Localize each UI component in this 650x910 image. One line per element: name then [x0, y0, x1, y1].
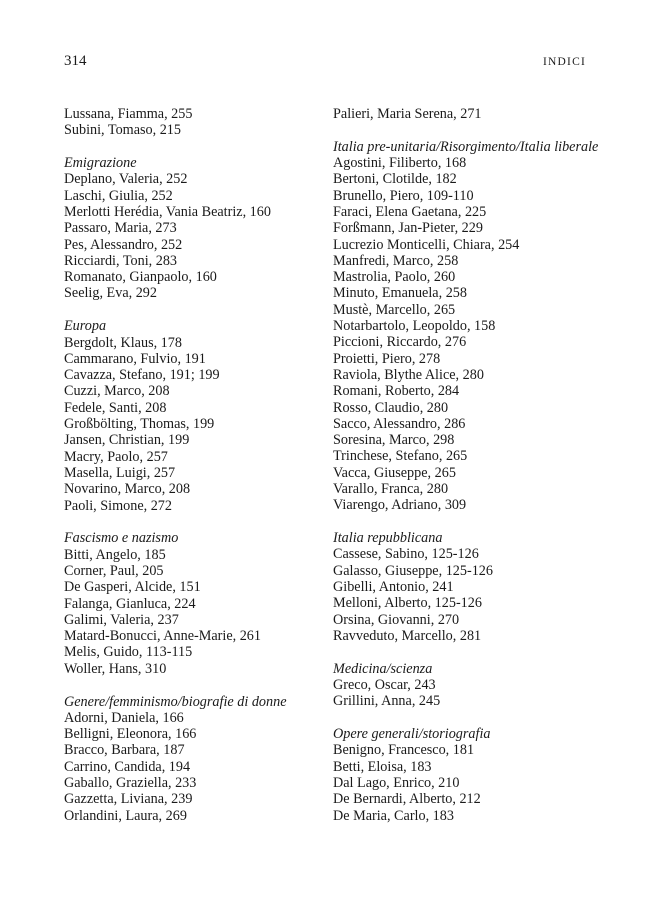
index-entry: Gibelli, Antonio, 241 [333, 579, 454, 596]
index-entry: Adorni, Daniela, 166 [64, 709, 184, 726]
index-entry: Großbölting, Thomas, 199 [64, 416, 215, 433]
index-column-left [64, 106, 324, 840]
index-entry: Bitti, Angelo, 185 [64, 546, 166, 563]
index-section-italia-repubblicana [333, 530, 603, 644]
index-entry: Passaro, Maria, 273 [64, 220, 177, 237]
index-section-medicina-scienza [333, 661, 603, 710]
index-entry: Ricciardi, Toni, 283 [64, 252, 178, 269]
section-heading: Italia pre-unitaria/Risorgimento/Italia liberale [333, 138, 599, 155]
index-entry: Fedele, Santi, 208 [64, 399, 167, 416]
index-entry: Forßmann, Jan-Pieter, 229 [333, 220, 483, 237]
index-entry: Cavazza, Stefano, 191; 199 [64, 367, 220, 384]
index-entry: Falanga, Gianluca, 224 [64, 595, 196, 612]
index-entry: Bracco, Barbara, 187 [64, 742, 185, 759]
index-section-emigrazione [64, 155, 324, 302]
index-section-opere-generali-storiografia [333, 726, 603, 824]
index-entry: Macry, Paolo, 257 [64, 448, 168, 465]
index-entry: Corner, Paul, 205 [64, 562, 164, 579]
section-heading: Opere generali/storiografia [333, 726, 491, 743]
index-entry: Benigno, Francesco, 181 [333, 742, 475, 759]
index-entry: Bertoni, Clotilde, 182 [333, 171, 457, 188]
running-head: INDICI [543, 56, 586, 68]
index-section-continued [64, 106, 324, 139]
index-entry: Masella, Luigi, 257 [64, 464, 176, 481]
index-entry: Sacco, Alessandro, 286 [333, 415, 466, 432]
index-entry: Woller, Hans, 310 [64, 660, 167, 677]
index-entry: Jansen, Christian, 199 [64, 432, 190, 449]
page-number: 314 [64, 53, 87, 69]
section-heading: Genere/femminismo/biografie di donne [64, 693, 287, 710]
index-entry: Carrino, Candida, 194 [64, 758, 191, 775]
index-entry: Lussana, Fiamma, 255 [64, 106, 193, 122]
index-section-continued [333, 106, 603, 122]
index-entry: Melis, Guido, 113-115 [64, 644, 193, 661]
section-heading: Emigrazione [64, 155, 137, 172]
index-entry: Gaballo, Graziella, 233 [64, 774, 197, 791]
index-entry: Melloni, Alberto, 125-126 [333, 595, 482, 612]
index-entry: Brunello, Piero, 109-110 [333, 187, 474, 204]
index-entry: Agostini, Filiberto, 168 [333, 155, 467, 172]
index-entry: Minuto, Emanuela, 258 [333, 285, 467, 302]
index-entry: De Maria, Carlo, 183 [333, 807, 454, 824]
index-section-fascismo-e-nazismo [64, 530, 324, 677]
index-entry: Romanato, Gianpaolo, 160 [64, 269, 217, 286]
index-entry: Greco, Oscar, 243 [333, 677, 436, 693]
index-entry: Viarengo, Adriano, 309 [333, 497, 467, 514]
index-entry: De Bernardi, Alberto, 212 [333, 791, 481, 808]
index-entry: Gazzetta, Liviana, 239 [64, 791, 193, 808]
section-heading: Europa [64, 318, 107, 335]
index-entry: Mustè, Marcello, 265 [333, 301, 456, 318]
index-entry: Notarbartolo, Leopoldo, 158 [333, 318, 496, 335]
index-entry: Galimi, Valeria, 237 [64, 611, 179, 628]
index-entry: Betti, Eloisa, 183 [333, 758, 432, 775]
index-entry: Orsina, Giovanni, 270 [333, 611, 460, 628]
section-heading: Fascismo e nazismo [64, 530, 179, 547]
index-entry: Deplano, Valeria, 252 [64, 171, 188, 188]
index-entry: Ravveduto, Marcello, 281 [333, 627, 482, 644]
index-section-italia-pre-unitaria-risorgimento-italia-liberale [333, 139, 603, 514]
index-entry: Lucrezio Monticelli, Chiara, 254 [333, 236, 520, 253]
index-entry: Subini, Tomaso, 215 [64, 122, 181, 139]
index-entry: Galasso, Giuseppe, 125-126 [333, 562, 493, 579]
index-entry: Orlandini, Laura, 269 [64, 807, 187, 824]
index-section-europa [64, 318, 324, 514]
index-entry: Paoli, Simone, 272 [64, 497, 172, 514]
index-entry: Grillini, Anna, 245 [333, 693, 441, 710]
section-heading: Italia repubblicana [333, 530, 443, 547]
index-entry: Palieri, Maria Serena, 271 [333, 106, 482, 122]
index-entry: Belligni, Eleonora, 166 [64, 726, 197, 743]
index-entry: Raviola, Blythe Alice, 280 [333, 366, 484, 383]
index-entry: Faraci, Elena Gaetana, 225 [333, 203, 487, 220]
index-entry: Dal Lago, Enrico, 210 [333, 774, 460, 791]
index-entry: Soresina, Marco, 298 [333, 432, 455, 449]
index-entry: Matard-Bonucci, Anne-Marie, 261 [64, 628, 261, 645]
index-entry: Pes, Alessandro, 252 [64, 236, 183, 253]
index-entry: Romani, Roberto, 284 [333, 383, 460, 400]
index-entry: Manfredi, Marco, 258 [333, 252, 459, 269]
index-entry: Cammarano, Fulvio, 191 [64, 350, 206, 367]
index-entry: Varallo, Franca, 280 [333, 481, 449, 498]
index-section-genere-femminismo-biografie-di-donne [64, 694, 324, 824]
index-entry: Trinchese, Stefano, 265 [333, 448, 468, 465]
index-column-right [333, 106, 603, 840]
index-entry: Cuzzi, Marco, 208 [64, 383, 170, 400]
index-entry: Proietti, Piero, 278 [333, 350, 441, 367]
index-entry: Novarino, Marco, 208 [64, 481, 191, 498]
section-heading: Medicina/scienza [333, 660, 433, 677]
index-entry: Merlotti Herédia, Vania Beatriz, 160 [64, 203, 271, 220]
index-entry: Mastrolia, Paolo, 260 [333, 269, 456, 286]
index-entry: Rosso, Claudio, 280 [333, 399, 449, 416]
index-entry: Vacca, Giuseppe, 265 [333, 464, 456, 481]
index-entry: De Gasperi, Alcide, 151 [64, 579, 201, 596]
index-entry: Laschi, Giulia, 252 [64, 187, 173, 204]
index-entry: Seelig, Eva, 292 [64, 285, 157, 302]
index-entry: Cassese, Sabino, 125-126 [333, 546, 479, 563]
index-entry: Bergdolt, Klaus, 178 [64, 334, 182, 351]
index-entry: Piccioni, Riccardo, 276 [333, 334, 467, 351]
